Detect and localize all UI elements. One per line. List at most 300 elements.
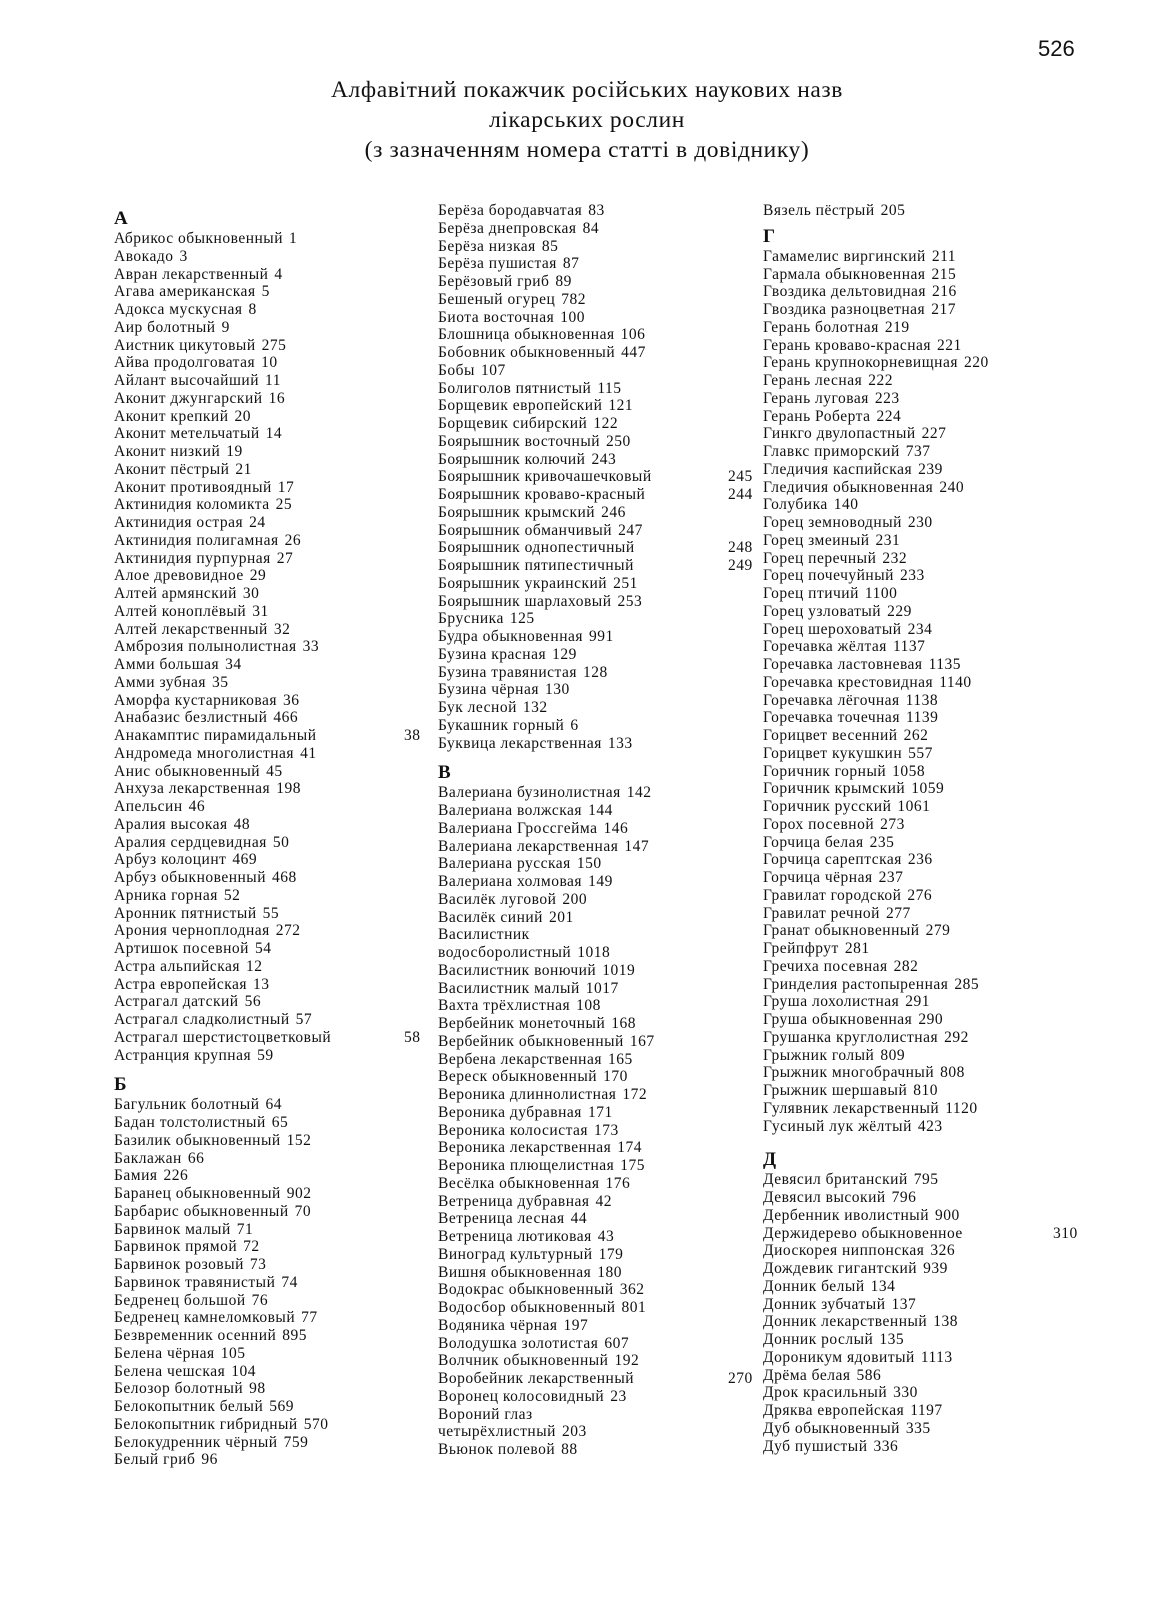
index-entry [438,1210,758,1228]
index-entry [763,248,1083,266]
entry-name: Белый гриб [114,1451,196,1469]
index-entry [763,1064,1083,1082]
entry-number: 150 [576,855,602,873]
entry-name: Андромеда многолистная [114,744,295,762]
entry-number: 795 [913,1171,939,1189]
entry-name: Амброзия полынолистная [114,638,297,656]
index-entry [438,1122,758,1140]
index-entry [763,202,1083,220]
entry-number: 76 [251,1291,269,1309]
entry-name: Белокудренник чёрный [114,1433,278,1451]
index-entry [114,1185,434,1203]
entry-number: 122 [593,415,619,432]
entry-name: Блошница обыкновенная [438,326,615,344]
entry-number: 262 [903,727,929,744]
entry-number: 125 [509,610,535,628]
entry-name: Вероника дубравная [438,1103,582,1121]
entry-name: Аконит метельчатый [114,425,260,443]
index-entry [438,1264,758,1282]
index-entry [763,816,1083,834]
entry-name: Белокопытник белый [114,1398,264,1415]
index-entry [763,1189,1083,1207]
entry-number: 3 [179,247,188,265]
entry-name: Василёк синий [438,908,543,926]
index-entry [114,550,434,568]
entry-number: 250 [606,432,631,450]
index-entry [763,1367,1083,1385]
entry-number: 30 [242,585,260,602]
entry-number: 142 [626,784,652,802]
entry-number: 253 [617,592,643,610]
entry-number: 58 [404,1028,421,1046]
entry-name: Бешеный огурец [438,290,556,308]
index-entry [763,1402,1083,1420]
entry-number: 21 [235,460,252,478]
index-entry [438,1281,758,1299]
entry-number: 16 [268,389,286,407]
index-entry [763,390,1083,408]
entry-name: Барвинок прямой [114,1238,238,1256]
index-entry [438,1335,758,1353]
index-entry [438,415,758,433]
index-entry [438,873,758,891]
index-entry [763,993,1083,1011]
index-entry [438,522,758,540]
entry-number: 557 [908,744,933,762]
entry-number: 12 [246,957,263,975]
index-entry [763,1207,1083,1225]
index-section [763,202,1083,220]
entry-name: Горчица сарептская [763,851,902,869]
index-entry [763,1171,1083,1189]
index-entry [438,1352,758,1370]
entry-name: Ветреница лесная [438,1210,565,1228]
entry-name: Гранат обыкновенный [763,922,920,940]
entry-number: 57 [295,1011,313,1028]
index-entry [438,891,758,909]
index-entry [438,1317,758,1335]
entry-number: 64 [265,1096,282,1114]
entry-number: 205 [880,202,906,219]
entry-name: Будра обыкновенная [438,628,584,645]
index-entry [438,681,758,699]
section-letter: Г [763,225,776,247]
entry-number: 224 [876,407,902,425]
entry-number: 173 [594,1121,619,1139]
entry-number: 232 [882,549,908,567]
entry-name: Гинкго двулопастный [763,425,916,443]
entry-name: Гвоздика разноцветная [763,301,926,318]
entry-name: Донник лекарственный [763,1313,928,1331]
index-entry [114,337,434,355]
entry-name: Вербейник монеточный [438,1015,606,1032]
entry-name: Василистник вонючий [438,961,597,979]
entry-number: 138 [933,1313,958,1331]
entry-name: Агава американская [114,283,256,301]
index-entry [114,816,434,834]
index-entry [438,1033,758,1051]
entry-number: 104 [231,1362,256,1380]
index-entry [114,727,434,745]
entry-number: 152 [286,1131,312,1149]
entry-number: 1140 [939,673,972,691]
index-entry [438,1068,758,1086]
index-entry [438,593,758,611]
entry-name: Гравилат речной [763,904,880,922]
index-entry [438,504,758,522]
index-entry [114,1203,434,1221]
entry-number: 100 [560,308,585,326]
index-entry [438,539,758,557]
entry-name: Голубика [763,496,828,514]
entry-number: 35 [212,673,229,691]
index-entry [763,1420,1083,1438]
entry-number: 44 [570,1210,588,1228]
entry-name: Берёзовый гриб [438,273,550,290]
entry-number: 220 [963,354,989,372]
entry-name: Боярышник пятипестичный [438,557,634,574]
entry-number: 468 [272,869,297,886]
entry-name: Белена чёрная [114,1344,215,1362]
index-entry [438,838,758,856]
index-entry [763,603,1083,621]
entry-number: 1058 [892,762,926,780]
entry-name: Горец почечуйный [763,567,894,585]
index-entry [114,1167,434,1185]
entry-number: 810 [913,1082,939,1099]
entry-number: 290 [918,1011,944,1028]
index-entry [438,433,758,451]
index-entry [763,851,1083,869]
entry-number: 239 [918,460,943,478]
entry-name: Дрок красильный [763,1384,888,1402]
entry-number: 1019 [602,961,636,979]
index-entry [114,940,434,958]
entry-number: 217 [931,301,956,318]
entry-name: Баранец обыкновенный [114,1185,281,1202]
entry-number: 71 [236,1220,254,1238]
entry-number: 46 [188,798,206,815]
entry-number: 168 [611,1015,637,1032]
entry-name: Бедренец большой [114,1291,246,1309]
index-entry [438,557,758,575]
index-column-1 [114,202,434,1469]
index-entry [438,291,758,309]
entry-number: 223 [874,389,900,407]
entry-number: 146 [603,819,629,837]
entry-name: Алтей лекарственный [114,620,268,638]
entry-name: Вероника лекарственная [438,1139,612,1157]
index-entry [114,1434,434,1452]
entry-number: 1137 [892,638,926,656]
index-entry [763,266,1083,284]
index-entry [763,656,1083,674]
index-entry [763,1438,1083,1456]
entry-name: Горец земноводный [763,514,902,531]
entry-number: 88 [561,1441,578,1458]
index-entry [114,869,434,887]
entry-name: Берёза низкая [438,237,536,255]
entry-number: 586 [856,1366,882,1384]
entry-name: Берёза пушистая [438,255,557,273]
entry-number: 466 [273,709,299,727]
index-entry [438,1228,758,1246]
entry-number: 121 [608,397,634,415]
index-entry [438,1175,758,1193]
entry-name: Валериана Гроссгейма [438,819,598,837]
entry-number: 171 [587,1103,613,1121]
entry-name: Горец змеиный [763,531,870,549]
entry-name: Грыжник голый [763,1046,875,1064]
entry-number: 89 [555,273,572,290]
entry-name: Водяника чёрная [438,1316,558,1334]
entry-name: Горечавка ластовневая [763,656,923,673]
index-entry [438,980,758,998]
entry-name: Арония черноплодная [114,922,270,940]
entry-name: Горечавка крестовидная [763,673,934,691]
entry-name: Горичник горный [763,762,887,780]
entry-number: 107 [480,361,506,379]
entry-name: Базилик обыкновенный [114,1131,281,1149]
index-entry [438,997,758,1015]
entry-name: Воронец колосовидный [438,1387,605,1405]
entry-name: Астрагал сладколистный [114,1011,290,1028]
index-entry [763,621,1083,639]
entry-number: 570 [303,1415,329,1433]
index-entry [763,1029,1083,1047]
index-entry [438,309,758,327]
entry-number: 423 [917,1117,943,1135]
index-entry [763,337,1083,355]
index-entry [763,976,1083,994]
entry-number: 231 [875,531,901,549]
index-entry [438,699,758,717]
entry-number: 249 [728,557,753,574]
index-entry [763,319,1083,337]
index-entry [438,1441,758,1459]
entry-number: 330 [893,1384,918,1402]
entry-name: Валериана волжская [438,802,583,819]
index-entry [114,798,434,816]
index-entry [114,1238,434,1256]
entry-number: 180 [597,1263,622,1281]
entry-number: 243 [591,450,617,468]
index-section [114,1076,434,1469]
entry-number: 1139 [905,709,939,727]
index-entry [114,851,434,869]
entry-number: 1017 [585,979,619,997]
index-entry [763,1349,1083,1367]
entry-number: 1100 [864,585,898,602]
entry-number: 469 [232,851,258,869]
index-entry [114,780,434,798]
entry-number: 106 [620,326,646,344]
entry-name: Аконит джунгарский [114,389,263,407]
entry-name: Горец перечный [763,549,877,567]
index-entry [763,798,1083,816]
entry-number: 65 [271,1114,289,1131]
entry-name: Боярышник обманчивый [438,521,613,539]
index-entry [763,425,1083,443]
entry-name: Герань луговая [763,389,869,407]
entry-name: Бузина красная [438,645,547,663]
entry-number: 105 [220,1344,246,1362]
entry-name: Дрёма белая [763,1366,851,1384]
entry-number: 245 [728,468,753,486]
entry-name: Барбарис обыкновенный [114,1202,289,1220]
entry-number: 20 [234,407,252,425]
entry-number: 230 [907,514,933,531]
entry-number: 52 [223,886,241,904]
entry-name: Горец птичий [763,585,859,602]
entry-number: 246 [601,503,626,521]
entry-name: Горец шероховатый [763,620,902,638]
entry-number: 48 [233,815,251,833]
entry-name: Бузина чёрная [438,681,539,699]
index-entry [114,1274,434,1292]
index-entry [438,802,758,820]
index-entry [438,1104,758,1122]
entry-name: Василистник малый [438,979,580,997]
entry-number: 275 [261,336,287,354]
entry-name: Грейпфрут [763,940,839,957]
entry-number: 272 [275,922,301,940]
entry-name: Грушанка круглолистная [763,1028,939,1046]
entry-number: 236 [907,851,933,869]
index-entry [114,1011,434,1029]
entry-number: 237 [878,869,904,886]
entry-number: 326 [930,1242,956,1260]
entry-name: Барвинок малый [114,1220,231,1238]
index-entry [438,1051,758,1069]
index-entry [438,610,758,628]
index-entry [114,479,434,497]
section-letter: Б [114,1074,127,1096]
entry-number: 98 [249,1380,266,1398]
entry-number: 607 [604,1334,630,1352]
entry-number: 140 [833,496,859,514]
index-entry [114,1096,434,1114]
entry-name: Анакамптис пирамидальный [114,727,317,744]
index-entry [438,273,758,291]
entry-number: 569 [269,1398,294,1415]
index-entry [763,1260,1083,1278]
index-entry [763,1278,1083,1296]
entry-name: Вязель пёстрый [763,202,875,219]
entry-number: 43 [597,1228,615,1245]
entry-name: Амми большая [114,656,220,673]
index-entry [114,532,434,550]
entry-name: Дряква европейская [763,1402,905,1419]
index-entry [763,709,1083,727]
index-entry [763,834,1083,852]
section-letter: А [114,208,128,229]
entry-name: Букашник горный [438,716,565,734]
index-entry [763,408,1083,426]
entry-name: Боярышник кроваво-красный [438,486,646,503]
entry-number: 991 [589,628,614,645]
index-entry [114,567,434,585]
index-entry [763,461,1083,479]
entry-name: Горчица чёрная [763,869,873,886]
index-column-2 [438,202,758,1459]
entry-name: четырёхлистный [438,1423,556,1441]
entry-number: 115 [597,379,622,397]
entry-name: Дождевик гигантский [763,1260,918,1277]
entry-number: 809 [880,1046,906,1064]
entry-number: 72 [243,1238,260,1256]
entry-number: 133 [607,734,633,752]
entry-name: Болиголов пятнистый [438,379,592,397]
index-entry [114,1132,434,1150]
entry-number: 29 [249,567,267,585]
entry-name: Воробейник лекарственный [438,1370,635,1387]
entry-number: 14 [265,425,283,443]
entry-number: 85 [541,237,559,255]
entry-name: Герань кроваво-красная [763,336,932,354]
entry-number: 179 [598,1245,624,1263]
entry-name: Дуб обыкновенный [763,1419,900,1437]
entry-number: 59 [257,1046,274,1064]
entry-number: 281 [844,940,870,957]
entry-name: Вербейник обыкновенный [438,1032,624,1050]
entry-number: 176 [605,1174,631,1192]
index-entry [438,944,758,962]
entry-name: Алое древовидное [114,567,244,585]
index-entry [438,486,758,504]
index-entry [763,692,1083,710]
entry-number: 285 [954,975,980,993]
index-entry [763,922,1083,940]
index-entry [763,283,1083,301]
entry-name: Аронник пятнистый [114,904,257,922]
index-section [438,202,758,752]
entry-name: Главкс приморский [763,443,900,460]
entry-number: 336 [873,1437,899,1455]
index-entry [114,283,434,301]
entry-name: Вереск обыкновенный [438,1068,598,1086]
index-entry [438,926,758,944]
index-entry [114,905,434,923]
entry-number: 1059 [911,780,945,798]
entry-number: 737 [905,443,931,460]
entry-number: 226 [163,1167,189,1185]
entry-name: Алтей коноплёвый [114,602,247,620]
index-entry [438,468,758,486]
entry-name: Берёза бородавчатая [438,202,583,219]
index-entry [763,301,1083,319]
entry-name: Аир болотный [114,318,216,336]
entry-number: 782 [561,290,587,308]
entry-name: Боярышник колючий [438,450,586,468]
index-entry [114,266,434,284]
entry-number: 1113 [920,1348,953,1366]
entry-number: 36 [283,691,300,709]
entry-name: Буквица лекарственная [438,734,602,752]
entry-number: 902 [286,1185,312,1202]
index-entry [114,621,434,639]
entry-number: 211 [931,247,957,265]
index-entry [438,664,758,682]
index-entry [114,745,434,763]
entry-name: Гравилат городской [763,886,902,904]
entry-number: 203 [561,1423,587,1441]
entry-name: Герань болотная [763,318,879,336]
index-entry [438,575,758,593]
index-entry [438,362,758,380]
index-entry [114,834,434,852]
entry-name: Авран лекарственный [114,265,269,283]
